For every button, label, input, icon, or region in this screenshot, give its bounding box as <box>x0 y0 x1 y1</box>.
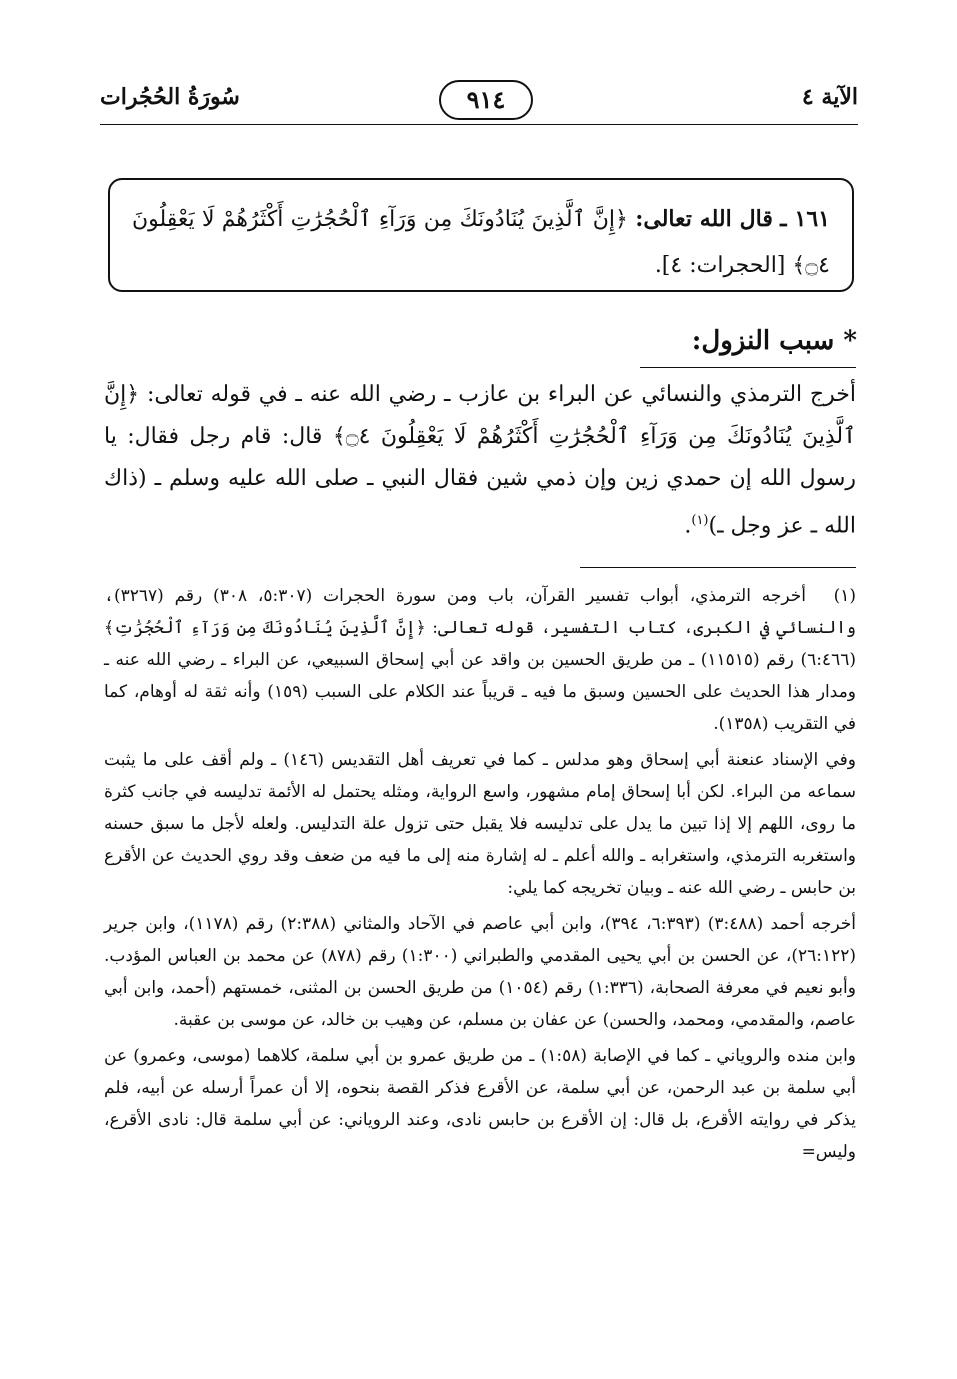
verse-box-number: ١٦١ ـ <box>780 206 830 232</box>
footnote-divider <box>580 567 856 568</box>
section-title: * سبب النزول: <box>691 326 857 356</box>
footnote-number: (١) <box>833 586 856 606</box>
footnote-paragraph: أخرجه أحمد (٣:٤٨٨) (٦:٣٩٣، ٣٩٤)، وابن أبي عاصم في الآحاد والمثاني (٢:٣٨٨) رقم (١١٧٨)، وابن جرير (٢٦:١٢٢)، عن الحسن بن أبي يحيى المقدمي والطبراني (١:٣٠٠) رقم (٨٧٨) عن محمد بن العباس المؤدب. وأبو نعيم في معرفة الصحابة، (١:٣٣٦) رقم (١٠٥٤) من طريق الحسن بن المثنى، خمستهم (أحمد، وابن أبي عاصم، والمقدمي، ومحمد، والحسن) عن عفان بن مسلم، عن وهيب بن خالد، عن موسى بن عقبة. <box>104 914 856 1030</box>
footnote-paragraph <box>104 580 856 740</box>
verse-box-ayah: ﴿إِنَّ ٱلَّذِينَ يُنَادُونَكَ مِن وَرَآءِ ٱلْحُجُرَٰتِ أَكْثَرُهُمْ لَا يَعْقِلُونَ ۝٤﴾ <box>132 207 830 278</box>
verse-box <box>108 178 854 292</box>
section-divider <box>640 367 856 368</box>
main-paragraph-end: . <box>684 513 692 539</box>
page-header <box>100 74 858 126</box>
footnote-paragraph: وابن منده والروياني ـ كما في الإصابة (١:٥٨) ـ من طريق عمرو بن أبي سلمة، كلاهما (موسى، وعمرو) عن أبي سلمة بن عبد الرحمن، عن أبي سلمة، عن الأقرع فذكر القصة بنحوه، إلا أن عمراً أرسله عن أبيه، فلم يذكر في روايته الأقرع، بل قال: إن الأقرع بن حابس نادى، وعند الروياني: عن أبي سلمة قال: نادى الأقرع، وليس= <box>104 1046 857 1162</box>
footnote-marker: (١) <box>691 513 709 528</box>
surah-name: سُورَةُ الحُجُرات <box>100 84 240 110</box>
main-paragraph <box>104 374 856 547</box>
page-number: ٩١٤ <box>439 80 533 120</box>
footnotes <box>104 580 856 1172</box>
ayah-label: الآية ٤ <box>801 84 858 110</box>
footnote-paragraph: وفي الإسناد عنعنة أبي إسحاق وهو مدلس ـ كما في تعريف أهل التقديس (١٤٦) ـ ولم أقف على ما يثبت سماعه من البراء. لكن أبا إسحاق إمام مشهور، واسع الرواية، ومثله يحتمل له الأئمة تدليسه في جانب كثرة ما روى، اللهم إلا إذا تبين ما يدل على تدليسه فلا يقبل حتى تزول علة التدليس. ولعله لأجل ما سبق حسنه واستغربه الترمذي، واستغرابه ـ والله أعلم ـ له إشارة منه إلى ما فيه من ضعف وقد روي الحديث عن الأقرع بن حابس ـ رضي الله عنه ـ وبيان تخريجه كما يلي: <box>104 750 856 898</box>
verse-box-reference: [الحجرات: ٤]. <box>654 253 786 278</box>
main-paragraph-text: أخرج الترمذي والنسائي عن البراء بن عازب ـ رضي الله عنه ـ في قوله تعالى: ﴿إِنَّ ٱلَّذِينَ يُنَادُونَكَ مِن وَرَآءِ ٱلْحُجُرَٰتِ أَكْثَرُهُمْ لَا يَعْقِلُونَ ۝٤﴾ قال: قام رجل فقال: يا رسول الله إن حمدي زين وإن ذمي شين فقال النبي ـ صلى الله عليه وسلم ـ (ذاك الله ـ عز وجل ـ) <box>104 382 856 539</box>
verse-box-intro: قال الله تعالى: <box>635 206 773 232</box>
header-divider <box>100 124 858 125</box>
footnote-text-1: أخرجه الترمذي، أبواب تفسير القرآن، باب ومن سورة الحجرات (٥:٣٠٧، ٣٠٨) رقم (٣٢٦٧)، والنسائي في الكبرى، كتاب التفسير، قوله تعالى: ﴿إِنَّ ٱلَّذِينَ يُنَادُونَكَ مِن وَرَآءِ ٱلْحُجُرَٰتِ﴾ (٦:٤٦٦) رقم (١١٥١٥) ـ من طريق الحسين بن واقد عن أبي إسحاق السبيعي، عن البراء ـ رضي الله عنه ـ ومدار هذا الحديث على الحسين وسبق ما فيه ـ قريباً عند الكلام على السبب (١٥٩) وأنه ثقة له أوهام، كما في التقريب (١٣٥٨). <box>104 586 857 734</box>
